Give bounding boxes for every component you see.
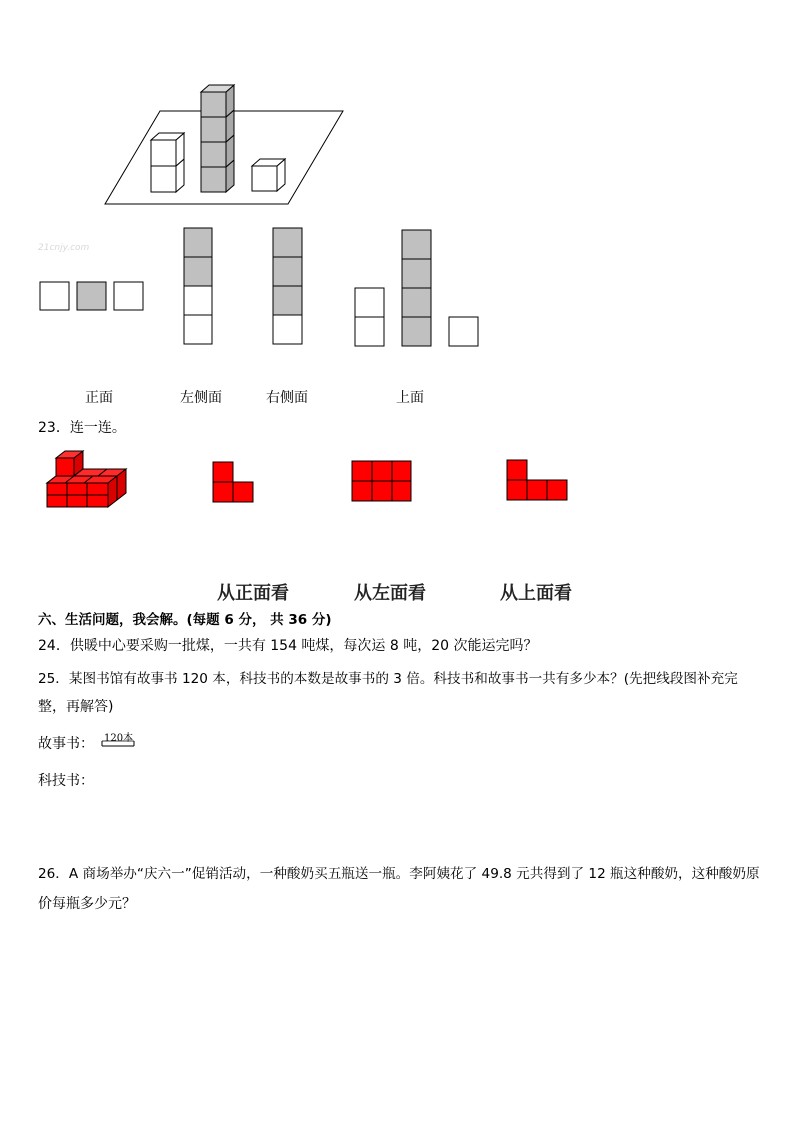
white-single-cube [252,159,285,191]
right-view-square [273,286,302,315]
story-book-label: 故事书： [38,736,94,752]
question-26-line1: 26．A 商场举办“庆六一”促销活动，一种酸奶买五瓶送一瓶。李阿姨花了 49.8 元共得到了 12 瓶这种酸奶，这种酸奶原 [38,866,760,882]
question-26-line2: 价每瓶多少元？ [38,896,136,912]
view-label-left-side: 左侧面 [180,390,222,406]
question-25-line1: 25．某图书馆有故事书 120 本，科技书的本数是故事书的 3 倍。科技书和故事书一共有多少本？(先把线段图补充完 [38,671,738,687]
top-view-square [355,288,384,317]
question-25-line2: 整，再解答) [38,699,114,715]
gray-stack-four [201,85,234,192]
view-option-left: 从左面看 [354,583,426,604]
front-view-square [40,282,69,310]
science-book-label: 科技书： [38,773,94,789]
view-option-top: 从上面看 [500,583,572,604]
cube-arrangement-figure [100,80,350,210]
top-view-square [402,317,431,346]
left-view-square [184,315,212,344]
red-view-shape-a [212,460,256,504]
section-6-heading: 六、生活问题，我会解。(每题 6 分， 共 36 分) [38,612,332,628]
top-view-square [402,230,431,259]
top-view-square [402,259,431,288]
white-stack-two [151,133,184,192]
left-view-square [184,257,212,286]
top-view-square [449,317,478,346]
view-drawings [30,220,490,355]
left-view-square [184,286,212,315]
story-book-segment [100,738,136,750]
red-view-shape-c [505,458,569,502]
top-view-square [402,288,431,317]
question-23-label: 23．连一连。 [38,420,126,436]
right-view-square [273,315,302,344]
red-cube-figure [44,448,136,510]
right-view-square [273,257,302,286]
view-option-front: 从正面看 [217,583,289,604]
red-view-shape-b [350,459,414,503]
question-24-text: 24．供暖中心要采购一批煤，一共有 154 吨煤，每次运 8 吨，20 次能运完吗？ [38,638,538,654]
watermark: 21cnjy.com [38,243,90,253]
view-label-right-side: 右侧面 [266,390,308,406]
left-view-square [184,228,212,257]
story-book-amount: 120本 [104,733,134,744]
top-view-square [355,317,384,346]
view-label-front: 正面 [85,390,113,406]
front-view-square [77,282,106,310]
front-view-square [114,282,143,310]
view-label-top: 上面 [396,390,424,406]
right-view-square [273,228,302,257]
